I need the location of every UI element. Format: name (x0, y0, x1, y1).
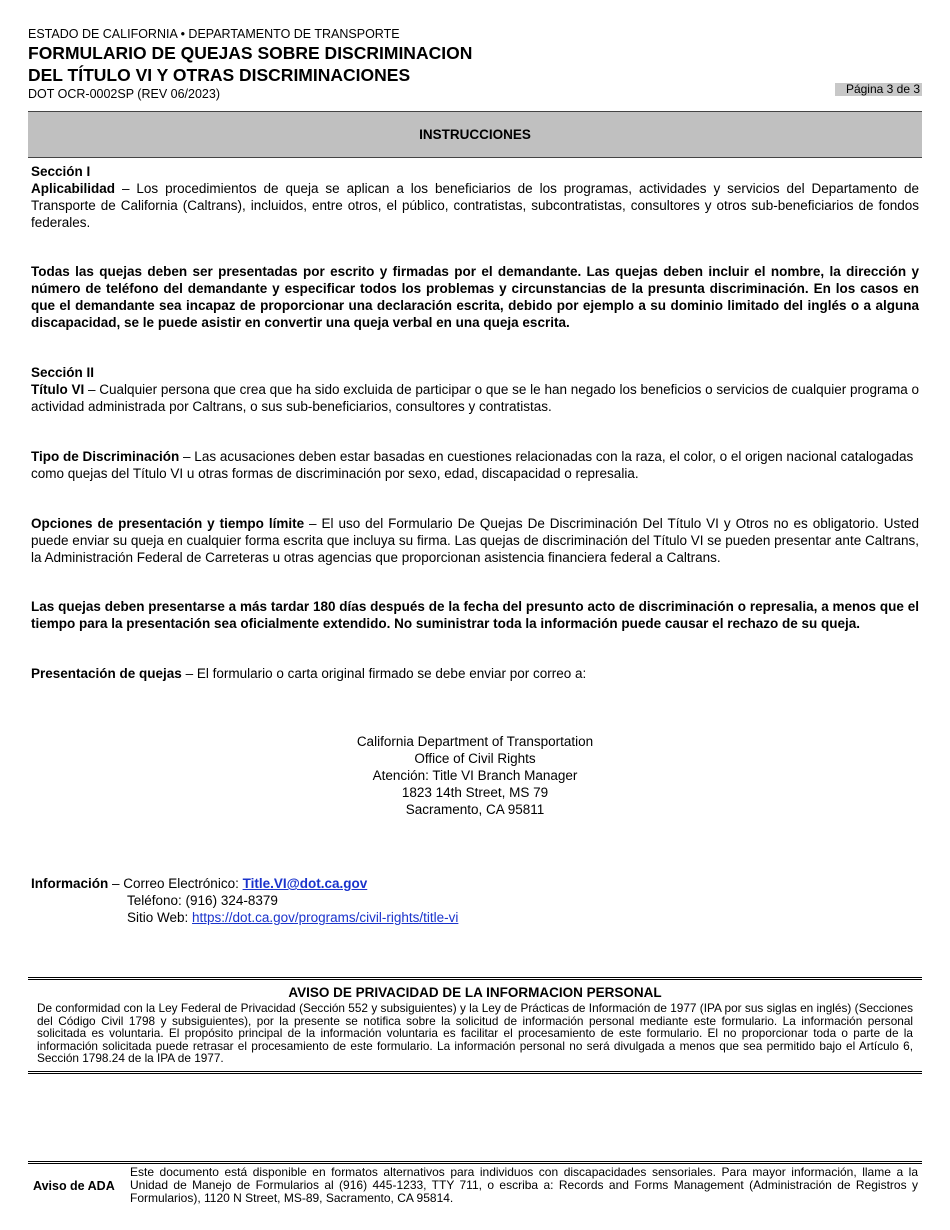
email-label: – Correo Electrónico: (108, 876, 243, 891)
agency-line: ESTADO DE CALIFORNIA • DEPARTAMENTO DE TRANSPORTE (28, 27, 400, 41)
submission-label: Presentación de quejas (31, 666, 182, 681)
instructions-heading: INSTRUCCIONES (419, 127, 531, 142)
form-title-line2: DEL TÍTULO VI Y OTRAS DISCRIMINACIONES (28, 65, 411, 85)
info-email-row (31, 875, 458, 892)
section-2-title6 (31, 364, 919, 415)
address-line: California Department of Transportation (356, 734, 594, 749)
filing-options-label: Opciones de presentación y tiempo límite (31, 516, 305, 531)
filing-options-paragraph (31, 515, 919, 566)
phone-number: (916) 324-8379 (185, 893, 278, 908)
discrimination-type-paragraph (31, 448, 919, 482)
form-title-line1: FORMULARIO DE QUEJAS SOBRE DISCRIMINACION (28, 43, 473, 63)
filing-options-text: – El uso del Formulario De Quejas De Discriminación Del Título VI y Otros no es obligatorio. Usted puede enviar su queja en cualquier forma escrita que incluya su firma. Las quejas de discriminación del Título VI se pueden presentar ante Caltrans, la Administración Federal de Carreteras u otras agencias que proporcionan asistencia financiera federal a Caltrans. (31, 516, 919, 565)
address-line: Sacramento, CA 95811 (405, 802, 545, 817)
submission-paragraph (31, 665, 919, 682)
info-phone-row (31, 892, 458, 909)
privacy-top-rule (28, 977, 922, 980)
website-link[interactable]: https://dot.ca.gov/programs/civil-rights/title-vi (192, 910, 459, 925)
ada-top-rule (28, 1161, 922, 1164)
written-requirement-notice: Todas las quejas deben ser presentadas por escrito y firmadas por el demandante. Las quejas deben incluir el nombre, la dirección y número de teléfono del demandante y especificar todos los problemas y circunstancias de la presunta discriminación. En los casos en que el demandante sea incapaz de proporcionar una declaración escrita, debido por ejemplo a su dominio limitado del inglés o a alguna discapacidad, se le puede asistir en convertir una queja verbal en una queja escrita. (31, 264, 919, 330)
deadline-notice: Las quejas deben presentarse a más tardar 180 días después de la fecha del presunto acto de discriminación o represalia, a menos que el tiempo para la presentación sea oficialmente extendido. No suministrar toda la información puede causar el rechazo de su queja. (31, 599, 919, 631)
email-link[interactable]: Title.VI@dot.ca.gov (242, 876, 368, 891)
section-1-applicability (31, 163, 919, 231)
ada-notice-label: Aviso de ADA (33, 1179, 115, 1193)
info-website-row (31, 909, 458, 926)
title6-label: Título VI (31, 382, 85, 397)
submission-text: – El formulario o carta original firmado se debe enviar por correo a: (181, 666, 587, 681)
section-2-heading: Sección II (31, 365, 95, 380)
form-number: DOT OCR-0002SP (REV 06/2023) (28, 87, 220, 101)
contact-information (31, 875, 458, 926)
title6-text: – Cualquier persona que crea que ha sido excluida de participar o que se le han negado los beneficios o servicios de cualquier programa o actividad administrada por Caltrans, o sus sub-beneficiarios, consultores y contratistas. (31, 382, 920, 414)
page-indicator: Página 3 de 3 (835, 83, 922, 96)
discrimination-type-text: – Las acusaciones deben estar basadas en cuestiones relacionadas con la raza, el color, o el origen nacional catalogadas como quejas del Título VI u otras formas de discriminación por sexo, edad, discapacidad o represalia. (31, 449, 914, 481)
instructions-banner (28, 111, 922, 158)
applicability-text: – Los procedimientos de queja se aplican a los beneficiarios de los programas, actividades y servicios del Departamento de Transporte de California (Caltrans), incluidos, entre otros, el público, contratistas, subcontratistas, consultores y otros sub-beneficiarios de fondos federales. (31, 181, 919, 230)
ada-notice-body: Este documento está disponible en formatos alternativos para individuos con discapacidades sensoriales. Para mayor información, llame a la Unidad de Manejo de Formularios al (916) 445-1233, TTY 711, o escriba a: Records and Forms Management (Administración de Registros y Formularios), 1120 N Street, MS-89, Sacramento, CA 95814. (130, 1165, 918, 1205)
discrimination-type-label: Tipo de Discriminación (31, 449, 180, 464)
address-line: Office of Civil Rights (414, 751, 536, 766)
applicability-label: Aplicabilidad (31, 181, 116, 196)
privacy-notice-body: De conformidad con la Ley Federal de Privacidad (Sección 552 y subsiguientes) y la Ley de Prácticas de Información de 1977 (IPA por sus siglas en inglés) (Secciones del Código Civil 1798 y subsiguientes), por la presente se notifica sobre la solicitud de información personal mediante este formulario. La información personal solicitada es voluntaria. El propósito principal de la información voluntaria es facilitar el procesamiento de este formulario. El no proporcionar toda o parte de la información solicitada puede retrasar el procesamiento de este formulario. La información personal no será divulgada a menos que sea permitido bajo el Artículo 6, Sección 1798.24 de la IPA de 1977. (37, 1001, 913, 1065)
privacy-bottom-rule (28, 1071, 922, 1074)
website-label: Sitio Web: (127, 910, 193, 925)
address-line: Atención: Title VI Branch Manager (372, 768, 578, 783)
info-label: Información (31, 876, 109, 891)
section-1-heading: Sección I (31, 164, 91, 179)
privacy-notice-title: AVISO DE PRIVACIDAD DE LA INFORMACION PERSONAL (288, 985, 662, 1000)
form-title (28, 42, 472, 86)
phone-label: Teléfono: (127, 893, 186, 908)
mailing-address (0, 733, 950, 818)
address-line: 1823 14th Street, MS 79 (401, 785, 549, 800)
